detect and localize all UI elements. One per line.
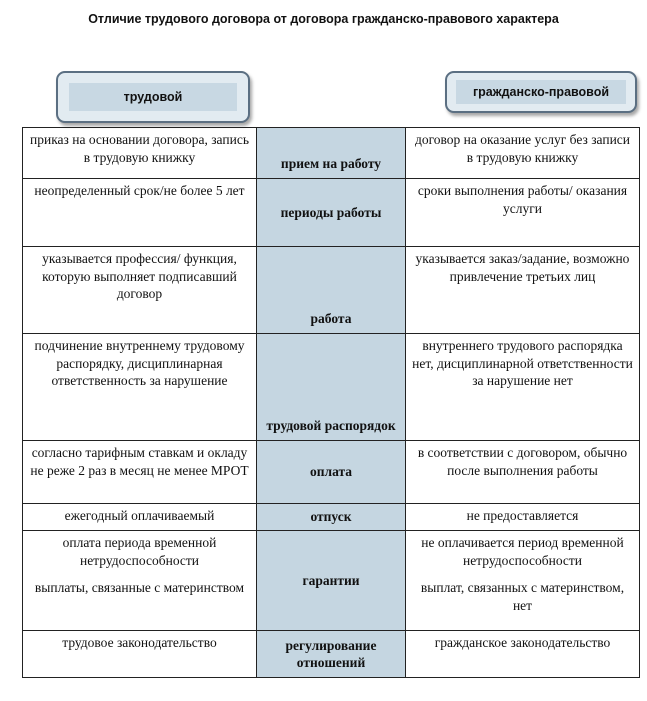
- civil-cell: [406, 334, 640, 441]
- cell-text: трудовое законодательство: [62, 635, 217, 650]
- criterion-cell: оплата: [257, 441, 406, 504]
- table-row: [23, 631, 640, 678]
- header-label-civil: гражданско-правовой: [456, 80, 626, 104]
- criterion-cell: отпуск: [257, 504, 406, 531]
- cell-text: оплата периода временной нетрудоспособности: [62, 535, 217, 568]
- criterion-cell: прием на работу: [257, 128, 406, 179]
- labor-cell: [23, 334, 257, 441]
- criterion-cell: работа: [257, 247, 406, 334]
- table-row: [23, 247, 640, 334]
- criterion-cell: регулирование отношений: [257, 631, 406, 678]
- labor-cell: [23, 441, 257, 504]
- cell-text: не оплачивается период временной нетрудоспособности: [421, 535, 624, 568]
- header-label-labor: трудовой: [69, 83, 237, 111]
- civil-cell: [406, 531, 640, 631]
- civil-cell: [406, 128, 640, 179]
- comparison-table: [22, 127, 640, 678]
- cell-text: выплаты, связанные с материнством: [34, 580, 245, 595]
- cell-text: договор на оказание услуг без записи в трудовую книжку: [414, 132, 631, 165]
- table-row: [23, 179, 640, 247]
- criterion-cell: периоды работы: [257, 179, 406, 247]
- cell-text: указывается заказ/задание, возможно привлечение третьих лиц: [415, 251, 630, 284]
- labor-cell: [23, 179, 257, 247]
- table-row: [23, 504, 640, 531]
- cell-text: гражданское законодательство: [434, 635, 611, 650]
- header-box-labor: [56, 71, 250, 123]
- cell-text: выплат, связанных с материнством, нет: [420, 580, 625, 613]
- cell-text: согласно тарифным ставкам и окладу не реже 2 раз в месяц не менее МРОТ: [30, 445, 249, 478]
- civil-cell: [406, 247, 640, 334]
- table-row: [23, 128, 640, 179]
- cell-text: сроки выполнения работы/ оказания услуги: [417, 183, 628, 216]
- civil-cell: [406, 631, 640, 678]
- civil-cell: [406, 441, 640, 504]
- labor-cell: [23, 504, 257, 531]
- cell-text: указывается профессия/ функция, которую выполняет подписавший договор: [42, 251, 237, 301]
- labor-cell: [23, 631, 257, 678]
- table-row: [23, 531, 640, 631]
- cell-text: приказ на основании договора, запись в трудовую книжку: [30, 132, 249, 165]
- cell-text: ежегодный оплачиваемый: [64, 508, 215, 523]
- table-row: [23, 334, 640, 441]
- page-title: Отличие трудового договора от договора гражданско-правового характера: [88, 12, 559, 26]
- header-box-civil: [445, 71, 637, 113]
- criterion-cell: трудовой распорядок: [257, 334, 406, 441]
- criterion-cell: гарантии: [257, 531, 406, 631]
- cell-text: в соответствии с договором, обычно после выполнения работы: [417, 445, 628, 478]
- civil-cell: [406, 179, 640, 247]
- cell-text: не предоставляется: [466, 508, 579, 523]
- cell-text: внутреннего трудового распорядка нет, дисциплинарной ответственности за нарушение нет: [412, 338, 633, 388]
- labor-cell: [23, 128, 257, 179]
- cell-text: неопределенный срок/не более 5 лет: [34, 183, 245, 198]
- labor-cell: [23, 531, 257, 631]
- civil-cell: [406, 504, 640, 531]
- cell-text: подчинение внутреннему трудовому распорядку, дисциплинарная ответственность за нарушение: [34, 338, 245, 388]
- labor-cell: [23, 247, 257, 334]
- table-row: [23, 441, 640, 504]
